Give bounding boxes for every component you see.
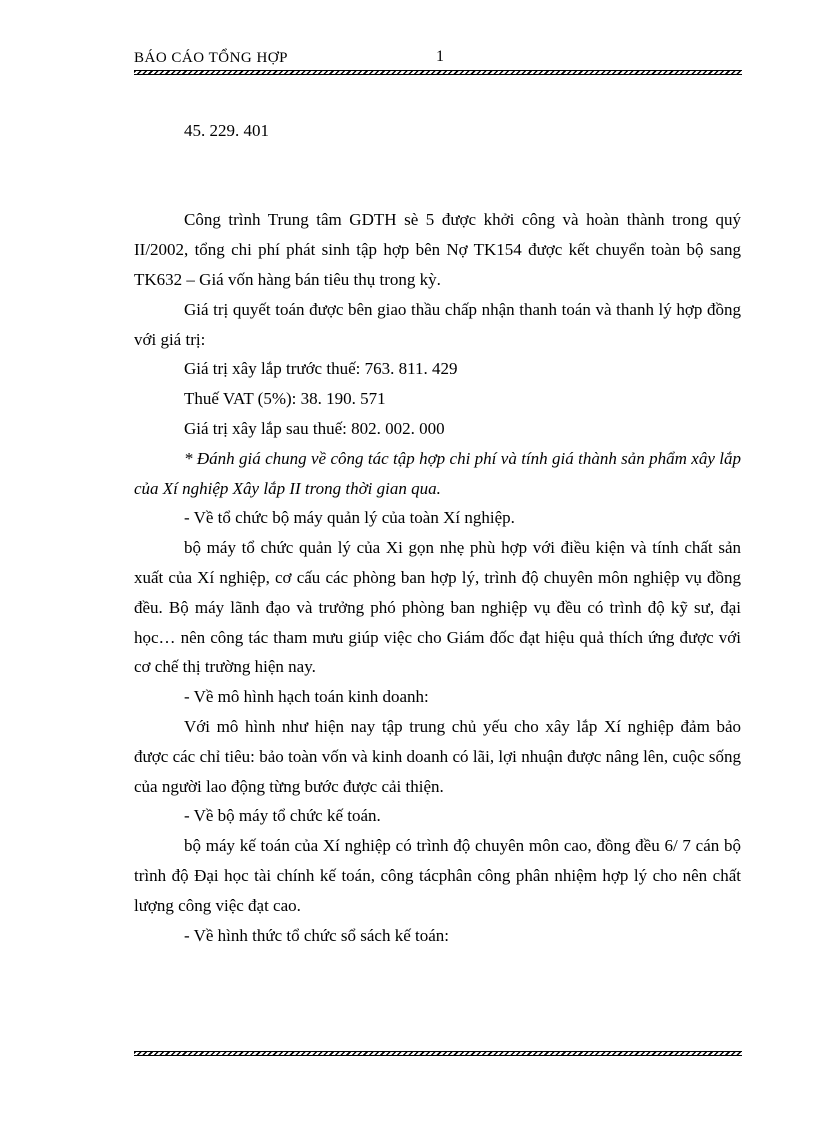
paragraph: bộ máy kế toán của Xí nghiệp có trình độ chuyên môn cao, đồng đều 6/ 7 cán bộ trình độ Đại học tài chính kế toán, công tácphân công phân nhiệm hợp lý cho nên chất lượng công việc đạt cao. (134, 836, 741, 915)
paragraph: - Về hình thức tổ chức sổ sách kế toán: (184, 925, 450, 945)
page-number: 1 (436, 48, 444, 65)
paragraph: - Về bộ máy tổ chức kế toán. (184, 806, 381, 826)
paragraph: bộ máy tổ chức quản lý của Xi gọn nhẹ phù hợp với điều kiện và tính chất sản xuất của Xí nghiệp, cơ cấu các phòng ban hợp lý, trình độ chuyên môn nghiệp vụ đồng đều. Bộ máy lãnh đạo và trưởng phó phòng ban nghiệp vụ đều có trình độ kỹ sư, đại học… nên công tác tham mưu giúp việc cho Giám đốc đạt hiệu quả thích ứng được với cơ chế thị trường hiện nay. (134, 538, 741, 677)
paragraph: Giá trị xây lắp trước thuế: 763. 811. 429 (184, 359, 458, 379)
top-number: 45. 229. 401 (184, 121, 269, 140)
document-body (134, 116, 741, 950)
page-header (134, 48, 742, 68)
paragraph: Thuế VAT (5%): 38. 190. 571 (184, 389, 386, 409)
paragraph: Với mô hình như hiện nay tập trung chủ yếu cho xây lắp Xí nghiệp đảm bảo được các chỉ tiêu: bảo toàn vốn và kinh doanh có lãi, lợi nhuận được nâng lên, cuộc sống của người lao động từng bước được cải thiện. (134, 716, 741, 796)
paragraph: - Về tổ chức bộ máy quản lý của toàn Xí nghiệp. (184, 508, 515, 528)
paragraph: * Đánh giá chung về công tác tập hợp chi phí và tính giá thành sản phẩm xây lắp của Xí nghiệp Xây lắp II trong thời gian qua. (134, 448, 741, 498)
paragraph: Giá trị quyết toán được bên giao thầu chấp nhận thanh toán và thanh lý hợp đồng với giá trị: (134, 299, 741, 349)
footer-divider (134, 1051, 742, 1056)
paragraph: Giá trị xây lắp sau thuế: 802. 002. 000 (184, 418, 445, 438)
paragraph: - Về mô hình hạch toán kinh doanh: (184, 687, 429, 707)
paragraph: Công trình Trung tâm GDTH sè 5 được khởi công và hoàn thành trong quý II/2002, tổng chi phí phát sinh tập hợp bên Nợ TK154 được kết chuyển toàn bộ sang TK632 – Giá vốn hàng bán tiêu thụ trong kỳ. (134, 210, 741, 289)
header-title: BÁO CÁO TỔNG HỢP (134, 50, 288, 66)
header-divider (134, 70, 742, 75)
